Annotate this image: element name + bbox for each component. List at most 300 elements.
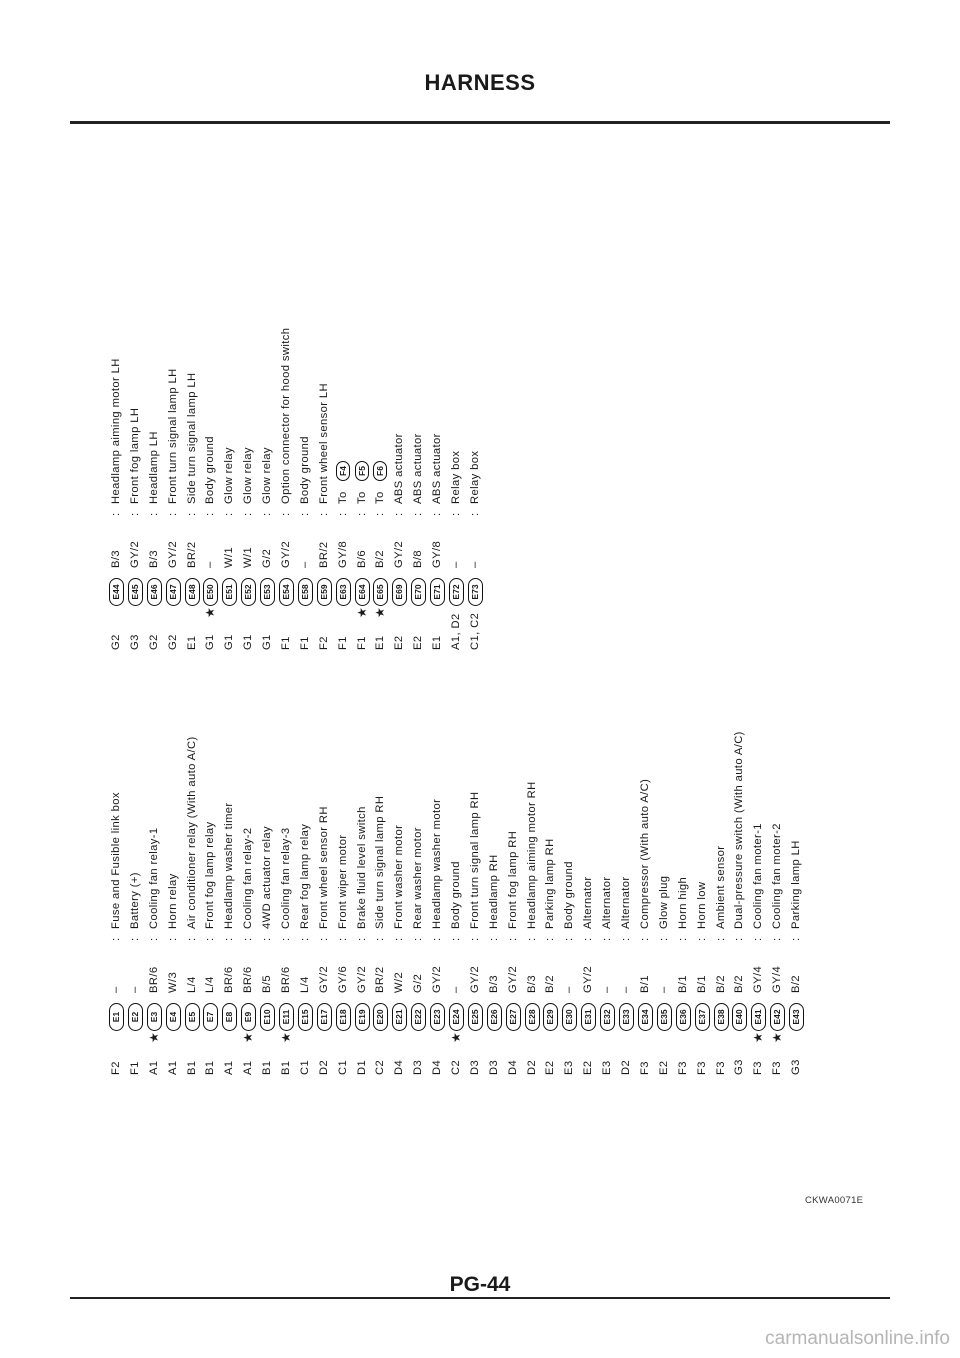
- connector-description: Horn high: [676, 876, 689, 929]
- connector-badge: E44: [109, 578, 124, 606]
- wire-spec: GY/4: [771, 965, 784, 993]
- wire-spec: GY/2: [431, 965, 444, 993]
- connector-badge: E69: [392, 578, 407, 606]
- separator: :: [752, 937, 765, 941]
- connector-description: Horn relay: [166, 873, 179, 929]
- grid-location: F1: [355, 636, 368, 650]
- connector-badge: E32: [600, 1003, 615, 1031]
- grid-location: F3: [771, 1061, 784, 1075]
- wire-spec: W/2: [393, 971, 406, 993]
- grid-location: F3: [676, 1061, 689, 1075]
- wire-spec: GY/2: [166, 540, 179, 568]
- separator: :: [714, 937, 727, 941]
- connector-badge: E18: [336, 1003, 351, 1031]
- connector-description: Body ground: [204, 436, 217, 504]
- star-marker: ★: [146, 1031, 161, 1043]
- connector-description: Body ground: [298, 436, 311, 504]
- separator: :: [355, 512, 368, 516]
- star-marker: ★: [354, 606, 369, 618]
- grid-location: C2: [374, 1059, 387, 1075]
- connector-description: Front fog lamp LH: [128, 407, 141, 504]
- star-marker: ★: [770, 1031, 785, 1043]
- wire-spec: –: [450, 986, 463, 993]
- grid-location: D4: [393, 1059, 406, 1075]
- footer-divider: [70, 1297, 890, 1299]
- wire-spec: BR/2: [374, 966, 387, 993]
- connector-description: Rear fog lamp relay: [298, 823, 311, 929]
- wire-spec: GY/2: [280, 540, 293, 568]
- separator: :: [695, 937, 708, 941]
- connector-row: [164, 0, 183, 650]
- connector-description: Glow relay: [242, 447, 255, 504]
- separator: :: [336, 937, 349, 941]
- connector-badge: E24: [449, 1003, 464, 1031]
- connector-description: Ambient sensor: [714, 845, 727, 929]
- connector-description: Dual-pressure switch (With auto A/C): [733, 731, 746, 929]
- separator: :: [620, 937, 633, 941]
- star-marker: ★: [751, 1031, 766, 1043]
- grid-location: F1: [128, 1061, 141, 1075]
- connector-badge: E36: [676, 1003, 691, 1031]
- grid-location: E1: [185, 635, 198, 650]
- connector-badge: E54: [279, 578, 294, 606]
- connector-row: [768, 255, 787, 1075]
- grid-location: F3: [752, 1061, 765, 1075]
- grid-location: G3: [128, 634, 141, 650]
- connector-description: Cooling fan relay-2: [242, 827, 255, 929]
- connector-description: Horn low: [695, 881, 708, 929]
- star-marker: ★: [373, 606, 388, 618]
- connector-row: [749, 255, 768, 1075]
- connector-badge: E29: [543, 1003, 558, 1031]
- wire-spec: B/2: [544, 975, 557, 993]
- grid-location: C1: [336, 1059, 349, 1075]
- connector-badge: E26: [487, 1003, 502, 1031]
- wire-spec: B/3: [525, 975, 538, 993]
- page-title: HARNESS: [424, 70, 536, 95]
- connector-description: Fuse and Fusible link box: [110, 792, 122, 929]
- connector-badge: E4: [166, 1003, 181, 1031]
- wire-spec: GY/8: [431, 540, 444, 568]
- separator: :: [582, 937, 595, 941]
- wire-spec: –: [620, 986, 633, 993]
- connector-description: To: [355, 491, 368, 504]
- connector-description: Side turn signal lamp LH: [185, 372, 198, 504]
- connector-badge: E43: [789, 1003, 804, 1031]
- connector-description: Alternator: [582, 876, 595, 929]
- grid-location: F2: [110, 1061, 122, 1075]
- connector-badge: E47: [166, 578, 181, 606]
- separator: :: [393, 937, 406, 941]
- connector-row: [334, 0, 353, 650]
- separator: :: [185, 512, 198, 516]
- wire-spec: B/1: [695, 975, 708, 993]
- connector-badge: E51: [222, 578, 237, 606]
- connector-row: [315, 0, 334, 650]
- connector-row: [145, 0, 164, 650]
- connector-row: [693, 255, 712, 1075]
- wire-spec: B/1: [676, 975, 689, 993]
- connector-badge: E15: [298, 1003, 313, 1031]
- watermark: carmanualsonline.info: [765, 1328, 950, 1349]
- grid-location: D2: [525, 1059, 538, 1075]
- grid-location: D2: [620, 1059, 633, 1075]
- wire-spec: L/4: [185, 976, 198, 993]
- grid-location: G1: [223, 634, 236, 650]
- connector-row: [409, 0, 428, 650]
- wire-spec: –: [298, 561, 311, 568]
- grid-location: F1: [336, 636, 349, 650]
- grid-location: G1: [242, 634, 255, 650]
- connector-row: [447, 0, 466, 650]
- connector-badge: E72: [449, 578, 464, 606]
- connector-row: [579, 255, 598, 1075]
- connector-description: Headlamp aiming motor RH: [525, 781, 538, 929]
- connector-badge: E21: [392, 1003, 407, 1031]
- separator: :: [771, 937, 784, 941]
- connector-row: [541, 255, 560, 1075]
- connector-badge: E11: [279, 1003, 294, 1031]
- wire-spec: GY/2: [317, 965, 330, 993]
- connector-badge: E17: [317, 1003, 332, 1031]
- separator: :: [261, 937, 274, 941]
- connector-badge: E8: [222, 1003, 237, 1031]
- connector-badge: E53: [260, 578, 275, 606]
- connector-description: ABS actuator: [431, 433, 444, 504]
- connector-badge: E38: [714, 1003, 729, 1031]
- grid-location: D4: [431, 1059, 444, 1075]
- grid-location: D3: [412, 1059, 425, 1075]
- target-connector-badge: F6: [373, 461, 387, 481]
- separator: :: [204, 937, 217, 941]
- separator: :: [147, 937, 160, 941]
- connector-description: 4WD actuator relay: [261, 826, 274, 929]
- wire-spec: GY/2: [506, 965, 519, 993]
- connector-description: Alternator: [601, 876, 614, 929]
- wire-spec: W/1: [242, 546, 255, 568]
- grid-location: G2: [166, 634, 179, 650]
- separator: :: [450, 937, 463, 941]
- separator: :: [393, 512, 406, 516]
- connector-row: [239, 0, 258, 650]
- connector-description: Alternator: [620, 876, 633, 929]
- connector-description: Cooling fan relay-1: [147, 827, 160, 929]
- grid-location: A1: [242, 1060, 255, 1075]
- connector-row: [712, 255, 731, 1075]
- separator: :: [317, 512, 330, 516]
- wire-spec: BR/6: [147, 966, 160, 993]
- wire-spec: GY/2: [128, 540, 141, 568]
- separator: :: [128, 937, 141, 941]
- connector-badge: E46: [147, 578, 162, 606]
- wire-spec: W/1: [223, 546, 236, 568]
- wire-spec: B/2: [790, 975, 803, 993]
- connector-badge: E25: [468, 1003, 483, 1031]
- wire-spec: W/3: [166, 971, 179, 993]
- wire-spec: B/3: [110, 550, 122, 568]
- wire-spec: BR/6: [242, 966, 255, 993]
- grid-location: E1: [431, 635, 444, 650]
- grid-location: E2: [393, 635, 406, 650]
- star-marker: ★: [279, 1031, 294, 1043]
- separator: :: [638, 937, 651, 941]
- separator: :: [487, 937, 500, 941]
- separator: :: [468, 937, 481, 941]
- connector-row: [183, 0, 202, 650]
- separator: :: [355, 937, 368, 941]
- connector-badge: E9: [241, 1003, 256, 1031]
- grid-location: G3: [790, 1059, 803, 1075]
- separator: :: [128, 512, 141, 516]
- connector-badge: E48: [185, 578, 200, 606]
- connector-description: Headlamp washer timer: [223, 802, 236, 929]
- connector-badge: E20: [373, 1003, 388, 1031]
- grid-location: F3: [714, 1061, 727, 1075]
- connector-description: Body ground: [563, 861, 576, 929]
- wire-spec: –: [110, 986, 122, 993]
- separator: :: [733, 937, 746, 941]
- grid-location: A1: [147, 1060, 160, 1075]
- wire-spec: G/2: [412, 973, 425, 993]
- connector-description: To: [374, 491, 387, 504]
- grid-location: G1: [261, 634, 274, 650]
- separator: :: [506, 937, 519, 941]
- connector-description: Brake fluid level switch: [355, 806, 368, 929]
- separator: :: [204, 512, 217, 516]
- grid-location: F3: [695, 1061, 708, 1075]
- figure-id: CKWA0071E: [805, 1195, 864, 1206]
- wire-spec: B/2: [374, 550, 387, 568]
- connector-row: [201, 0, 220, 650]
- connector-description: Headlamp aiming motor LH: [110, 358, 122, 504]
- separator: :: [242, 937, 255, 941]
- connector-row: [277, 0, 296, 650]
- separator: :: [280, 512, 293, 516]
- grid-location: D4: [506, 1059, 519, 1075]
- separator: :: [431, 512, 444, 516]
- separator: :: [223, 512, 236, 516]
- connector-description: Front washer motor: [393, 824, 406, 929]
- target-connector-badge: F4: [336, 461, 350, 481]
- separator: :: [563, 937, 576, 941]
- grid-location: D1: [355, 1059, 368, 1075]
- separator: :: [790, 937, 803, 941]
- connector-description: Compressor (With auto A/C): [638, 778, 651, 929]
- grid-location: D3: [487, 1059, 500, 1075]
- grid-location: A1: [166, 1060, 179, 1075]
- wire-spec: –: [563, 986, 576, 993]
- grid-location: B1: [185, 1060, 198, 1075]
- grid-location: G3: [733, 1059, 746, 1075]
- connector-row: [296, 0, 315, 650]
- connector-row: [636, 255, 655, 1075]
- connector-badge: E73: [468, 578, 483, 606]
- grid-location: E2: [657, 1060, 670, 1075]
- connector-row: [560, 255, 579, 1075]
- star-marker: ★: [449, 1031, 464, 1043]
- wire-spec: GY/2: [393, 540, 406, 568]
- wire-spec: GY/2: [355, 965, 368, 993]
- connector-badge: E71: [430, 578, 445, 606]
- wire-spec: B/8: [412, 550, 425, 568]
- connector-description: Front turn signal lamp LH: [166, 368, 179, 504]
- connector-row: [730, 255, 749, 1075]
- separator: :: [166, 937, 179, 941]
- connector-row: [107, 0, 126, 650]
- separator: :: [525, 937, 538, 941]
- wire-spec: B/3: [487, 975, 500, 993]
- connector-badge: E2: [128, 1003, 143, 1031]
- wire-spec: G/2: [261, 548, 274, 568]
- connector-row: [617, 255, 636, 1075]
- separator: :: [298, 512, 311, 516]
- separator: :: [185, 937, 198, 941]
- connector-badge: E37: [695, 1003, 710, 1031]
- connector-badge: E45: [128, 578, 143, 606]
- wire-spec: B/6: [355, 550, 368, 568]
- connector-badge: E65: [373, 578, 388, 606]
- wire-spec: –: [468, 561, 481, 568]
- connector-row: [353, 0, 372, 650]
- grid-location: E1: [374, 635, 387, 650]
- connector-badge: E1: [109, 1003, 124, 1031]
- connector-list-right: [107, 0, 507, 650]
- separator: :: [412, 512, 425, 516]
- wire-spec: GY/6: [336, 965, 349, 993]
- connector-description: Cooling fan moter-2: [771, 823, 784, 929]
- connector-row: [523, 255, 542, 1075]
- grid-location: D2: [317, 1059, 330, 1075]
- connector-badge: E59: [317, 578, 332, 606]
- connector-row: [598, 255, 617, 1075]
- grid-location: B1: [261, 1060, 274, 1075]
- grid-location: C1: [298, 1059, 311, 1075]
- separator: :: [223, 937, 236, 941]
- connector-row: [428, 0, 447, 650]
- wire-spec: GY/2: [468, 965, 481, 993]
- connector-row: [655, 255, 674, 1075]
- separator: :: [431, 937, 444, 941]
- connector-description: ABS actuator: [393, 433, 406, 504]
- connector-badge: E35: [657, 1003, 672, 1031]
- connector-description: Headlamp washer motor: [431, 798, 444, 929]
- connector-row: [220, 0, 239, 650]
- wire-spec: –: [450, 561, 463, 568]
- grid-location: B1: [204, 1060, 217, 1075]
- connector-badge: E22: [411, 1003, 426, 1031]
- connector-badge: E19: [355, 1003, 370, 1031]
- connector-description: Front fog lamp RH: [506, 830, 519, 929]
- connector-badge: E7: [203, 1003, 218, 1031]
- grid-location: G2: [110, 634, 122, 650]
- grid-location: C2: [450, 1059, 463, 1075]
- connector-description: Front wheel sensor RH: [317, 806, 330, 929]
- connector-description: Option connector for hood switch: [280, 327, 293, 504]
- grid-location: C1, C2: [468, 612, 481, 650]
- wire-spec: BR/6: [223, 966, 236, 993]
- wire-spec: GY/4: [752, 965, 765, 993]
- connector-badge: E33: [619, 1003, 634, 1031]
- wire-spec: GY/2: [582, 965, 595, 993]
- connector-badge: E31: [581, 1003, 596, 1031]
- connector-badge: E70: [411, 578, 426, 606]
- connector-row: [674, 255, 693, 1075]
- separator: :: [374, 512, 387, 516]
- grid-location: E2: [544, 1060, 557, 1075]
- connector-description: Relay box: [468, 450, 481, 504]
- connector-badge: E41: [751, 1003, 766, 1031]
- connector-description: Front wheel sensor LH: [317, 383, 330, 504]
- grid-location: F1: [280, 636, 293, 650]
- connector-badge: E50: [203, 578, 218, 606]
- separator: :: [601, 937, 614, 941]
- connector-badge: E58: [298, 578, 313, 606]
- grid-location: G1: [204, 634, 217, 650]
- separator: :: [450, 512, 463, 516]
- connector-description: Side turn signal lamp RH: [374, 795, 387, 929]
- connector-description: Headlamp RH: [487, 854, 500, 929]
- connector-description: Air conditioner relay (With auto A/C): [185, 736, 198, 929]
- connector-badge: E34: [638, 1003, 653, 1031]
- grid-location: G2: [147, 634, 160, 650]
- connector-description: Parking lamp RH: [544, 838, 557, 929]
- separator: :: [317, 937, 330, 941]
- separator: :: [676, 937, 689, 941]
- grid-location: D3: [468, 1059, 481, 1075]
- wire-spec: –: [601, 986, 614, 993]
- separator: :: [110, 937, 122, 941]
- grid-location: E2: [582, 1060, 595, 1075]
- connector-description: ABS actuator: [412, 433, 425, 504]
- connector-description: Front wiper motor: [336, 834, 349, 929]
- separator: :: [147, 512, 160, 516]
- wire-spec: BR/6: [280, 966, 293, 993]
- grid-location: E2: [412, 635, 425, 650]
- connector-badge: E40: [732, 1003, 747, 1031]
- connector-badge: E42: [770, 1003, 785, 1031]
- connector-badge: E64: [355, 578, 370, 606]
- connector-description: To: [336, 491, 349, 504]
- connector-row: [466, 0, 485, 650]
- connector-description: Relay box: [450, 450, 463, 504]
- grid-location: E3: [563, 1060, 576, 1075]
- star-marker: ★: [203, 606, 218, 618]
- wire-spec: B/2: [733, 975, 746, 993]
- grid-location: F2: [317, 636, 330, 650]
- wire-spec: L/4: [298, 976, 311, 993]
- connector-description: Rear washer motor: [412, 827, 425, 929]
- separator: :: [298, 937, 311, 941]
- wire-spec: B/3: [147, 550, 160, 568]
- star-marker: ★: [241, 1031, 256, 1043]
- separator: :: [544, 937, 557, 941]
- connector-description: Body ground: [450, 861, 463, 929]
- connector-description: Front turn signal lamp RH: [468, 791, 481, 929]
- connector-description: Cooling fan relay-3: [280, 827, 293, 929]
- connector-row: [371, 0, 390, 650]
- separator: :: [336, 512, 349, 516]
- connector-badge: E5: [185, 1003, 200, 1031]
- connector-row: [258, 0, 277, 650]
- separator: :: [412, 937, 425, 941]
- connector-badge: E28: [525, 1003, 540, 1031]
- separator: :: [242, 512, 255, 516]
- separator: :: [657, 937, 670, 941]
- connector-badge: E3: [147, 1003, 162, 1031]
- wire-spec: BR/2: [317, 541, 330, 568]
- separator: :: [166, 512, 179, 516]
- connector-description: Front fog lamp relay: [204, 821, 217, 929]
